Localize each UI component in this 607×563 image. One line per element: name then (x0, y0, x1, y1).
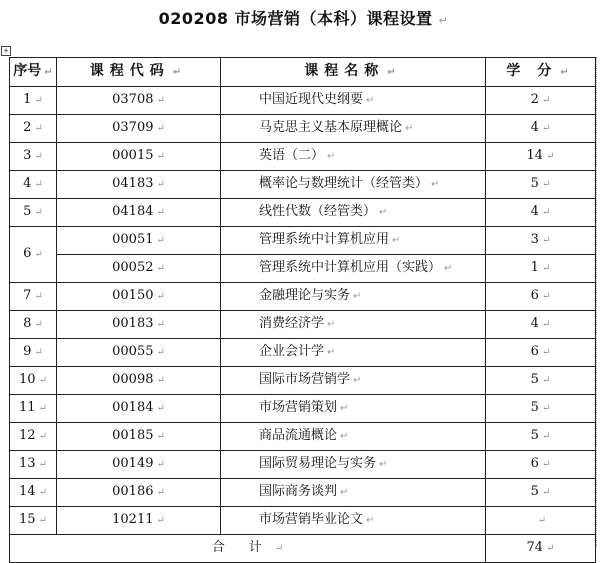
cell-mark-icon: ↵ (541, 123, 551, 134)
cell-credit: 6 ↵ (486, 451, 596, 479)
cell-mark-icon: ↵ (379, 207, 388, 218)
cell-credit (486, 507, 596, 535)
cell-seq: 6 ↵ (10, 227, 57, 283)
cell-mark-icon: ↵ (156, 431, 165, 442)
cell-mark-icon: ↵ (34, 95, 43, 106)
cell-mark-icon: ↵ (172, 67, 188, 78)
cell-name: 国际商务谈判 ↵ (221, 479, 486, 507)
cell-mark-icon: ↵ (541, 95, 551, 106)
cell-name: 消费经济学 ↵ (221, 311, 486, 339)
paragraph-mark-icon: ↵ (438, 14, 449, 27)
table-row (10, 479, 596, 507)
cell-name: 英语（二） ↵ (221, 143, 486, 171)
cell-mark-icon: ↵ (340, 431, 349, 442)
cell-mark-icon: ↵ (34, 291, 43, 302)
cell-mark-icon: ↵ (366, 95, 375, 106)
table-row (10, 171, 596, 199)
cell-mark-icon: ↵ (156, 291, 165, 302)
cell-mark-icon: ↵ (34, 123, 43, 134)
cell-seq: 2 ↵ (10, 115, 57, 143)
cell-code: 00098 ↵ (57, 367, 221, 395)
cell-mark-icon: ↵ (541, 403, 551, 414)
table-row (10, 199, 596, 227)
table-row (10, 227, 596, 255)
cell-seq: 3 ↵ (10, 143, 57, 171)
cell-mark-icon: ↵ (38, 459, 47, 470)
cell-mark-icon: ↵ (541, 179, 551, 190)
header-name: 课程名称 ↵ (221, 58, 486, 87)
cell-credit: 14 ↵ (486, 143, 596, 171)
cell-code: 00183 ↵ (57, 311, 221, 339)
cell-name: 管理系统中计算机应用 ↵ (221, 227, 486, 255)
cell-mark-icon: ↵ (444, 263, 453, 274)
cell-name: 企业会计学 ↵ (221, 339, 486, 367)
header-seq: 序号 ↵ (10, 58, 57, 87)
cell-mark-icon: ↵ (541, 263, 551, 274)
cell-code: 00052 ↵ (57, 255, 221, 283)
cell-code: 04184 ↵ (57, 199, 221, 227)
cell-mark-icon: ↵ (38, 403, 47, 414)
cell-mark-icon: ↵ (537, 515, 547, 526)
cell-name: 商品流通概论 ↵ (221, 423, 486, 451)
cell-mark-icon: ↵ (340, 487, 349, 498)
cell-mark-icon: ↵ (392, 235, 401, 246)
cell-code: 03709 ↵ (57, 115, 221, 143)
cell-mark-icon: ↵ (431, 179, 440, 190)
cell-mark-icon: ↵ (156, 403, 165, 414)
cell-mark-icon: ↵ (34, 151, 43, 162)
cell-mark-icon: ↵ (353, 291, 362, 302)
cell-mark-icon: ↵ (379, 459, 388, 470)
cell-seq: 9 ↵ (10, 339, 57, 367)
cell-mark-icon: ↵ (541, 375, 551, 386)
cell-mark-icon: ↵ (327, 347, 336, 358)
table-row (10, 283, 596, 311)
cell-code: 00185 ↵ (57, 423, 221, 451)
cell-code: 00055 ↵ (57, 339, 221, 367)
cell-name: 市场营销策划 ↵ (221, 395, 486, 423)
cell-mark-icon: ↵ (38, 431, 47, 442)
cell-name: 国际市场营销学 ↵ (221, 367, 486, 395)
cell-mark-icon: ↵ (541, 235, 551, 246)
header-credit: 学 分 ↵ (486, 58, 596, 87)
cell-code: 00015 ↵ (57, 143, 221, 171)
cell-mark-icon: ↵ (34, 249, 43, 260)
cell-mark-icon: ↵ (34, 179, 43, 190)
cell-mark-icon: ↵ (156, 151, 165, 162)
table-row (10, 311, 596, 339)
cell-mark-icon: ↵ (156, 207, 165, 218)
cell-mark-icon: ↵ (34, 207, 43, 218)
cell-mark-icon: ↵ (156, 459, 165, 470)
cell-mark-icon: ↵ (156, 375, 165, 386)
cell-mark-icon: ↵ (327, 151, 336, 162)
cell-seq: 7 ↵ (10, 283, 57, 311)
cell-mark-icon: ↵ (546, 543, 555, 554)
table-move-handle-icon[interactable]: + (1, 46, 11, 56)
cell-credit: 1 ↵ (486, 255, 596, 283)
cell-mark-icon: ↵ (156, 95, 165, 106)
cell-credit: 3 ↵ (486, 227, 596, 255)
cell-credit: 6 ↵ (486, 283, 596, 311)
total-credit: 74 ↵ (486, 535, 596, 563)
cell-credit: 5 ↵ (486, 395, 596, 423)
cell-mark-icon: ↵ (156, 179, 165, 190)
table-row (10, 255, 596, 283)
total-label: 合 计 ↵ (10, 535, 486, 563)
cell-seq: 14 ↵ (10, 479, 57, 507)
total-row (10, 535, 596, 563)
cell-code: 03708 ↵ (57, 87, 221, 115)
cell-seq: 13 ↵ (10, 451, 57, 479)
cell-seq: 8 ↵ (10, 311, 57, 339)
cell-mark-icon: ↵ (541, 291, 551, 302)
cell-mark-icon: ↵ (156, 487, 165, 498)
cell-seq: 15 ↵ (10, 507, 57, 535)
cell-mark-icon: ↵ (541, 347, 551, 358)
cell-mark-icon: ↵ (156, 347, 165, 358)
cell-name: 概率论与数理统计（经管类） ↵ (221, 171, 486, 199)
cell-mark-icon: ↵ (541, 431, 551, 442)
cell-code: 00149 ↵ (57, 451, 221, 479)
table-row (10, 367, 596, 395)
cell-mark-icon: ↵ (541, 319, 551, 330)
cell-mark-icon: ↵ (34, 347, 43, 358)
cell-name: 市场营销毕业论文 ↵ (221, 507, 486, 535)
cell-mark-icon: ↵ (156, 235, 165, 246)
cell-credit: 4 ↵ (486, 115, 596, 143)
table-row (10, 507, 596, 535)
table-header-row (10, 58, 596, 87)
cell-seq: 1 ↵ (10, 87, 57, 115)
cell-mark-icon: ↵ (353, 375, 362, 386)
cell-mark-icon: ↵ (327, 319, 336, 330)
cell-name: 中国近现代史纲要 ↵ (221, 87, 486, 115)
cell-code: 10211 ↵ (57, 507, 221, 535)
cell-mark-icon: ↵ (156, 515, 165, 526)
page-title (0, 6, 607, 29)
cell-name: 国际贸易理论与实务 ↵ (221, 451, 486, 479)
cell-name: 管理系统中计算机应用（实践） ↵ (221, 255, 486, 283)
table-row (10, 423, 596, 451)
cell-code: 04183 ↵ (57, 171, 221, 199)
cell-mark-icon: ↵ (44, 67, 53, 78)
table-row (10, 143, 596, 171)
header-code: 课程代码 ↵ (57, 58, 221, 87)
table-edge-guide (596, 57, 597, 547)
cell-seq: 10 ↵ (10, 367, 57, 395)
cell-mark-icon: ↵ (340, 403, 349, 414)
cell-name: 金融理论与实务 ↵ (221, 283, 486, 311)
cell-mark-icon: ↵ (405, 123, 414, 134)
table-row (10, 115, 596, 143)
cell-mark-icon: ↵ (366, 515, 375, 526)
title-text: 020208 市场营销（本科）课程设置 (158, 9, 433, 28)
cell-mark-icon: ↵ (560, 67, 575, 78)
cell-credit: 5 ↵ (486, 479, 596, 507)
cell-credit: 2 ↵ (486, 87, 596, 115)
table-row (10, 87, 596, 115)
cell-code: 00184 ↵ (57, 395, 221, 423)
cell-mark-icon: ↵ (274, 543, 284, 554)
cell-seq: 4 ↵ (10, 171, 57, 199)
course-table (9, 57, 596, 563)
cell-credit: 5 ↵ (486, 423, 596, 451)
cell-mark-icon: ↵ (38, 487, 47, 498)
cell-seq: 5 ↵ (10, 199, 57, 227)
cell-mark-icon: ↵ (541, 207, 551, 218)
cell-seq: 11 ↵ (10, 395, 57, 423)
cell-mark-icon: ↵ (38, 375, 47, 386)
cell-credit: 4 ↵ (486, 311, 596, 339)
cell-seq: 12 ↵ (10, 423, 57, 451)
cell-mark-icon: ↵ (541, 487, 551, 498)
cell-mark-icon: ↵ (541, 459, 551, 470)
table-row (10, 395, 596, 423)
cell-mark-icon: ↵ (156, 123, 165, 134)
cell-code: 00150 ↵ (57, 283, 221, 311)
table-row (10, 451, 596, 479)
cell-mark-icon: ↵ (38, 515, 47, 526)
cell-credit: 5 ↵ (486, 367, 596, 395)
cell-credit: 5 ↵ (486, 171, 596, 199)
cell-mark-icon: ↵ (156, 263, 165, 274)
cell-name: 马克思主义基本原理概论 ↵ (221, 115, 486, 143)
cell-name: 线性代数（经管类） ↵ (221, 199, 486, 227)
cell-credit: 4 ↵ (486, 199, 596, 227)
cell-mark-icon: ↵ (546, 151, 555, 162)
table-row (10, 339, 596, 367)
cell-code: 00186 ↵ (57, 479, 221, 507)
cell-mark-icon: ↵ (156, 319, 165, 330)
cell-code: 00051 ↵ (57, 227, 221, 255)
cell-mark-icon: ↵ (387, 67, 402, 78)
cell-mark-icon: ↵ (34, 319, 43, 330)
cell-credit: 6 ↵ (486, 339, 596, 367)
